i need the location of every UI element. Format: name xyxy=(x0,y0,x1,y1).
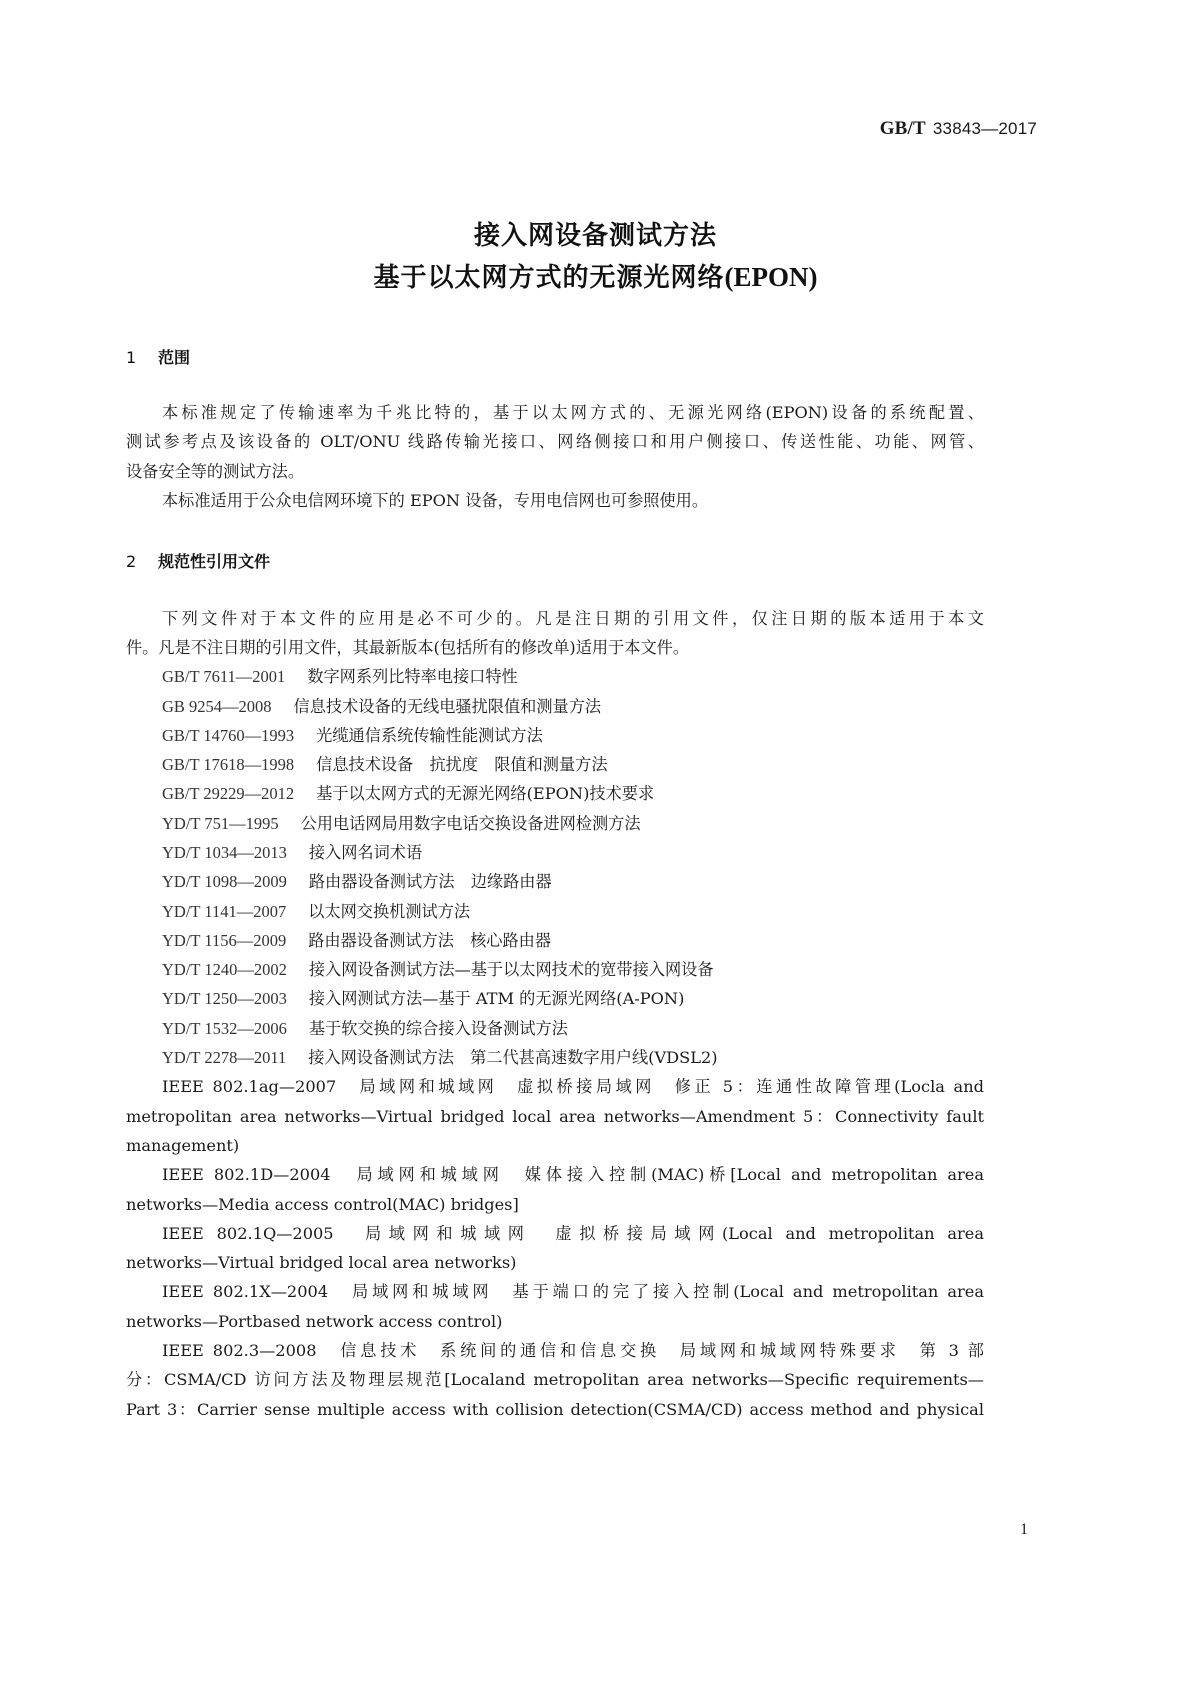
reference-code: YD/T 1532—2006 xyxy=(162,1019,287,1038)
reference-title: 路由器设备测试方法 核心路由器 xyxy=(308,931,552,950)
reference-title: 接入网设备测试方法 第二代甚高速数字用户线(VDSL2) xyxy=(308,1048,718,1067)
reference-item xyxy=(162,814,984,834)
title-cn: 基于以太网方式的无源光网络 xyxy=(373,263,725,293)
reference-code: YD/T 1098—2009 xyxy=(162,872,287,891)
reference-item xyxy=(162,755,984,775)
reference-item xyxy=(162,989,984,1009)
reference-item xyxy=(162,902,984,922)
paragraph-line: 测试参考点及该设备的 OLT/ONU 线路传输光接口、网络侧接口和用户侧接口、传送性能、功能、网管、 xyxy=(126,432,984,451)
reference-item xyxy=(162,931,984,951)
reference-line: management) xyxy=(126,1136,240,1155)
reference-item xyxy=(162,960,984,980)
reference-title: 接入网设备测试方法—基于以太网技术的宽带接入网设备 xyxy=(308,960,714,979)
reference-code: GB/T 14760—1993 xyxy=(162,726,295,745)
reference-code: GB 9254—2008 xyxy=(162,697,272,716)
reference-code: YD/T 1240—2002 xyxy=(162,960,287,979)
standard-prefix: GB/T xyxy=(879,118,926,139)
reference-line: IEEE 802.1ag—2007 局域网和城域网 虚拟桥接局域网 修正 5：连通性故障管理(Locla and xyxy=(162,1077,984,1096)
reference-item xyxy=(162,843,984,863)
reference-title: 光缆通信系统传输性能测试方法 xyxy=(316,726,543,745)
reference-title: 基于软交换的综合接入设备测试方法 xyxy=(308,1019,568,1038)
reference-line: networks—Portbased network access control) xyxy=(126,1312,503,1331)
reference-line: 分：CSMA/CD 访问方法及物理层规范[Localand metropolitan area networks—Specific requirements— xyxy=(126,1370,984,1389)
paragraph-line: 下列文件对于本文件的应用是必不可少的。凡是注日期的引用文件，仅注日期的版本适用于本文 xyxy=(162,609,984,628)
reference-line: IEEE 802.1X—2004 局域网和城域网 基于端口的完了接入控制(Local and metropolitan area xyxy=(162,1282,984,1301)
title-latin: (EPON) xyxy=(724,262,818,292)
page-number: 1 xyxy=(1020,1521,1028,1538)
standard-code: 33843—2017 xyxy=(932,119,1037,138)
document-title-line-2 xyxy=(0,257,1191,294)
reference-line: IEEE 802.1D—2004 局域网和城域网 媒体接入控制(MAC)桥[Local and metropolitan area xyxy=(162,1165,984,1184)
paragraph-line: 设备安全等的测试方法。 xyxy=(126,462,305,481)
reference-item xyxy=(162,667,984,687)
reference-title: 接入网测试方法—基于 ATM 的无源光网络(A-PON) xyxy=(308,989,685,1008)
reference-title: 数字网系列比特率电接口特性 xyxy=(307,667,518,686)
reference-title: 基于以太网方式的无源光网络(EPON)技术要求 xyxy=(316,784,655,803)
section-heading-scope xyxy=(126,345,190,368)
document-title-line-1: 接入网设备测试方法 xyxy=(473,221,717,251)
reference-title: 信息技术设备的无线电骚扰限值和测量方法 xyxy=(293,697,602,716)
reference-line: IEEE 802.1Q—2005 局域网和城域网 虚拟桥接局域网(Local and metropolitan area xyxy=(162,1224,984,1243)
reference-item xyxy=(162,697,984,717)
reference-code: GB/T 17618—1998 xyxy=(162,755,295,774)
section-number: 1 xyxy=(126,348,137,367)
reference-title: 路由器设备测试方法 边缘路由器 xyxy=(308,872,552,891)
standard-number xyxy=(880,118,1037,140)
section-number: 2 xyxy=(126,552,137,571)
reference-line: networks—Virtual bridged local area networks) xyxy=(126,1253,517,1272)
reference-line: IEEE 802.3—2008 信息技术 系统间的通信和信息交换 局域网和城域网特殊要求 第 3 部 xyxy=(162,1341,984,1360)
section-title: 规范性引用文件 xyxy=(158,552,271,571)
paragraph-line: 本标准规定了传输速率为千兆比特的，基于以太网方式的、无源光网络(EPON)设备的系统配置、 xyxy=(162,403,984,422)
reference-code: YD/T 1156—2009 xyxy=(162,931,287,950)
paragraph-line: 本标准适用于公众电信网环境下的 EPON 设备，专用电信网也可参照使用。 xyxy=(162,491,709,510)
reference-code: GB/T 7611—2001 xyxy=(162,667,286,686)
paragraph-line: 件。凡是不注日期的引用文件，其最新版本(包括所有的修改单)适用于本文件。 xyxy=(126,638,690,657)
reference-item xyxy=(162,1019,984,1039)
reference-code: GB/T 29229—2012 xyxy=(162,784,295,803)
reference-item xyxy=(162,1048,984,1068)
reference-code: YD/T 751—1995 xyxy=(162,814,279,833)
reference-code: YD/T 1034—2013 xyxy=(162,843,287,862)
reference-item xyxy=(162,784,984,804)
reference-line: networks—Media access control(MAC) bridges] xyxy=(126,1195,519,1214)
reference-line: metropolitan area networks—Virtual bridged local area networks—Amendment 5：Connectivity fault xyxy=(126,1107,984,1126)
reference-title: 接入网名词术语 xyxy=(308,843,423,862)
section-title: 范围 xyxy=(158,348,191,367)
reference-line: Part 3：Carrier sense multiple access with collision detection(CSMA/CD) access method and physical xyxy=(126,1400,984,1419)
section-heading-normative-references xyxy=(126,549,270,572)
reference-code: YD/T 2278—2011 xyxy=(162,1048,287,1067)
reference-item xyxy=(162,872,984,892)
reference-item xyxy=(162,726,984,746)
reference-code: YD/T 1141—2007 xyxy=(162,902,287,921)
reference-title: 公用电话网局用数字电话交换设备进网检测方法 xyxy=(300,814,641,833)
reference-code: YD/T 1250—2003 xyxy=(162,989,287,1008)
reference-title: 信息技术设备 抗扰度 限值和测量方法 xyxy=(316,755,608,774)
reference-title: 以太网交换机测试方法 xyxy=(308,902,471,921)
